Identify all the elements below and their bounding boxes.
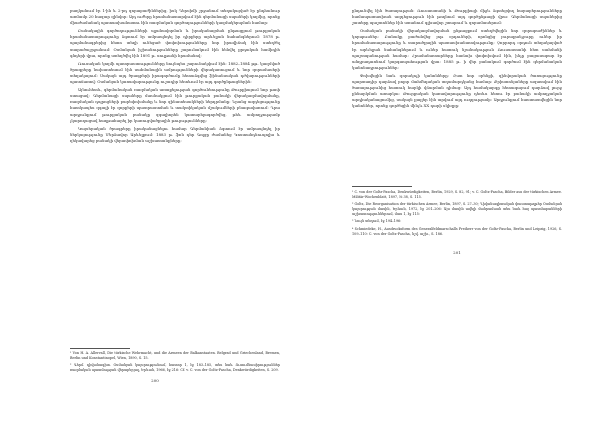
left-body-text xyxy=(70,8,280,146)
right-paragraph-1: ընդունվել էին ծառայության: Ռուսաստանի և Թուրքիայի միջև ձգտեցվող հարաբերությունները համապատասխան ազդեցություն էին թողնում այդ գործընթացի վրա: Գերմանացի սպաներից շատերը պաշտոններ էին ստանում գլխավոր շտաբում և զորամասերում: xyxy=(352,8,562,26)
right-footnotes xyxy=(352,190,562,239)
left-page-number: 200 xyxy=(151,378,159,383)
left-footnote-rule xyxy=(70,348,130,349)
right-footnote-3: ³ Նույն տեղում, էջ 194–196: xyxy=(352,219,402,224)
left-paragraph-4: Այնուհետև, գերմանական ռազմական առաքելության գործունեությունը Թուրքիայում նոր թափ ստացավ: Գերմանացի սպաները մասնակցում էին թուրքական բանակի վերակազմավորմանը, ռազմական դպրոցների բարեփոխմանը և նոր զինատեսակների ներդրմանը: Նրանց ազդեցությունը հատկապես զգալի էր զորքերի պատրաստման և տակտիկական մշակումների բնագավառում: Դրա արդյունքում թուրքական բանակը զգալիորեն կատարելագործվեց, թեև ամբողջությամբ չկարողացավ հաղթահարել իր կառուցվածքային թուլությունները: xyxy=(70,87,280,123)
right-paragraph-2: Օսմանյան բանակի վերակազմավորման ընթացքում ստեղծվեցին նոր զորաբաժիններ և կորպուսներ: Բանակը բաժանվեց յոթ օրդուների, որոնցից յուրաքանչյուրը ուներ իր հրամանատարությունը և տարածքային պատասխանատվությունը: Չորրորդ օրդուն տեղակայված էր արևելյան նահանգներում և ուներ հատուկ նշանակություն Ռուսաստանի հետ սահմանի պաշտպանության համար: Հրամանատարները հաճախ փոփոխվում էին, ինչը բացասաբար էր անդրադառնում կարգապահության վրա: 1885 թ. ի վեր բանակում գործում էին գերմանական կանոնադրություններ: xyxy=(352,28,562,70)
right-footnote-1: ¹ C. von der Goltz-Pascha, Denkwürdigkeiten, Berlin, 1929, S. 82, 91; v. C. Goltz-Pascha, Bilder aus der türkischen Armee. Militär-Wochenblatt, 1897, № 38, S. 115. xyxy=(352,190,562,200)
left-footnote-1: ¹ Von H. A. Allervall, Die türkische Wehrmacht, und die Armeen der Balkanstaaten. Belgrad und Griechenland, Bremen, Berlin und Konstantinopel, Wien, 1890, S. 15. xyxy=(70,351,280,361)
right-page xyxy=(300,0,600,424)
right-footnote-4: ⁴ Schmiedeke, H., Ausdrucksform des Generalfeldmarschalls Freiherr von der Goltz-Pascha, Berlin und Leipzig, 1926, S. 109–110: C. von der Goltz-Pascha, նշվ. աշխ., S. 186. xyxy=(352,226,562,236)
right-footnote-2: ² Goltz, Die Reorganisation der türkischen Armee, Berlin, 1897, S. 27–30; Դիվանագիտական փաստաթղթեր Օսմանյան կայսրության մասին, Երևան, 1972, էջ 201–206: Այս մասին ավելի մանրամասն տես նաև հայ պատմաբանների աշխատություններում, մաս 1, էջ 115: xyxy=(352,202,562,217)
left-footnote-2: ² Գերմ. դիվանագիտ. Օսմանյան կայսրությունում, հատոր 1, էջ 183–185, տես նաև Ուսումնասիրություններ ռազմական պատմության վերաբերյալ, Երևան, 1966, էջ 216: Cf. v. C. von der Goltz-Pascha, Denkwürdigkeiten, S. 209. xyxy=(70,363,280,373)
left-paragraph-1: բաղկանում էր 1-ին և 2-րդ զորաբաժիններից, իսկ Դերսիմի շրջանում տեղակայված էր ընդհանուր առմամբ 20 հազար զինվոր: Այդ ուժերը հրամանատարվում էին գերմանացի սպաների կողմից, որոնք միաժամանակ պատասխանատու էին ռազմական գործողությունների կազմակերպման համար: xyxy=(70,8,280,26)
left-paragraph-3: Ռուսական կողմի պատրաստությունները նույնպես շարունակվում էին: 1882–1884 թթ. կազմված ծրագրերը նախատեսում էին սահմանային ամրությունների վերակառուցում և նոր զորամասերի տեղակայում: Սակայն այդ ծրագրերի իրագործումը հետաձգվեց ֆինանսական դժվարությունների պատճառով: Օսմանյան կառավարությունը ուշադիր հետևում էր այդ գործընթացներին: xyxy=(70,60,280,85)
right-body-text xyxy=(352,8,562,112)
right-footnote-rule xyxy=(352,186,412,187)
right-page-number: 201 xyxy=(453,250,461,255)
left-paragraph-5: Կայսերական ծրագրերը իրականացնելու համար Գերմանիան ձգտում էր ամրապնդել իր ներկայությունը Մերձավոր Արևելքում: 1883 թ. ֆոն դեր Գոլցը ժամանեց Կոստանդնուպոլիս և ղեկավարեց բանակի վերափոխման աշխատանքները: xyxy=(70,125,280,143)
left-footnotes xyxy=(70,351,280,375)
left-paragraph-2: Բանակային գործողությունների պլանավորման և իրականացման ընթացքում թուրքական հրամանատարությունը ձգտում էր ամրապնդել իր դիրքերը արևելյան նահանգներում: 1878 թ. պայմանագրերից հետո տեղի ունեցած փոփոխությունները նոր իրավիճակ էին ստեղծել տարածաշրջանում: Օսմանյան իշխանությունները շարունակում էին հենվել քրդական համիդիե գնդերի վրա, որոնք ստեղծվել էին 1891 թ. սուլթանի հրամանով: xyxy=(70,28,280,58)
right-paragraph-3: Փոխվեցին նաև զորակոչի կանոնները: Ըստ նոր օրենքի, զինվորական ծառայությունը պարտադիր դարձավ բոլոր մահմեդական տղամարդկանց համար: Քրիստոնյաները ազատվում էին ծառայությունից հատուկ հարկի վճարման դիմաց: Այդ համակարգը հետագայում դարձավ լուրջ քննարկման առարկա: Թուրքական կառավարությունը դեռևս հեռու էր բանակի ամբողջական արդիականացումից, սակայն քայլեր էին արվում այդ ուղղությամբ: Արդյունքում հաստատվեցին նոր կանոններ, որոնք գործեցին մինչև XX դարի սկիզբը: xyxy=(352,72,562,109)
